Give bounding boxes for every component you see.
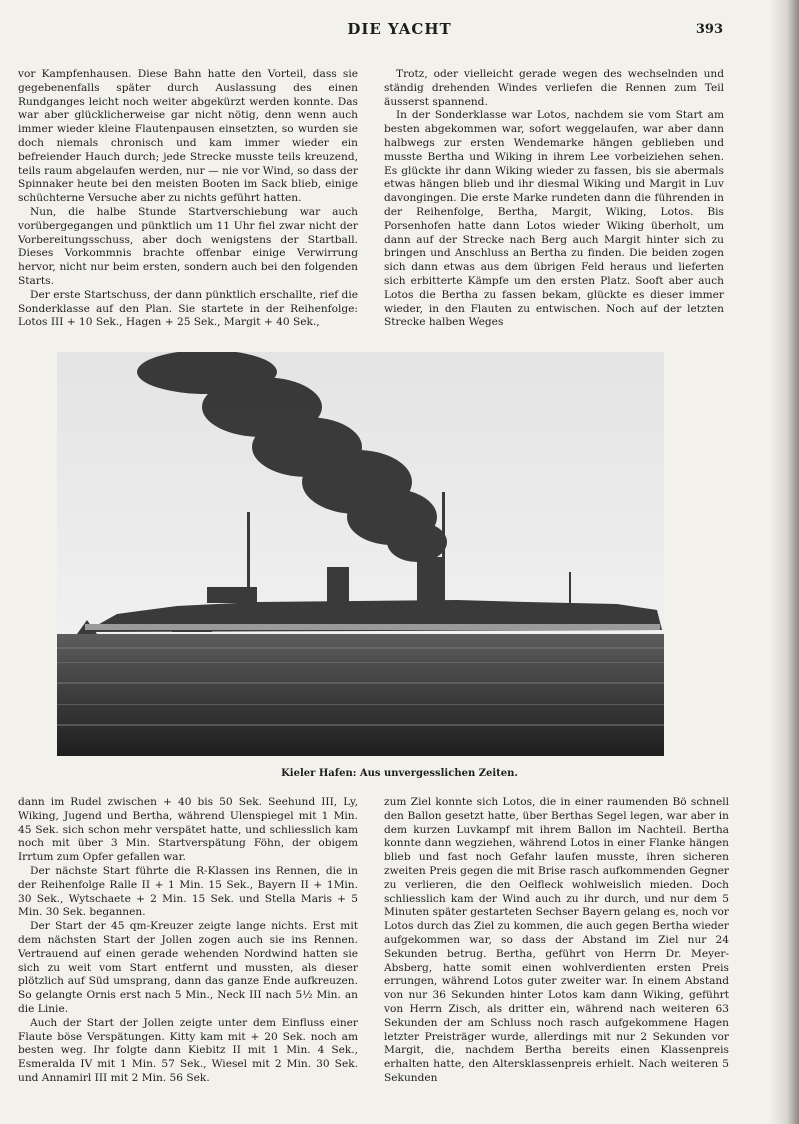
paragraph: Der Start der 45 qm-Kreuzer zeigte lange nichts. Erst mit dem nächsten Start der Jollen zogen auch sie ins Rennen. Vertrauend auf einen gerade wehenden Nordwind hatten sie sich zu weit vom Start entfernt und mussten, als dieser plötzlich auf Süd umsprang, dann das ganze Ende aufkreuzen. So gelangte Ornis erst nach 5 Min., Neck III nach 5½ Min. an die Linie. — [18, 920, 358, 1015]
column-top-right — [384, 68, 724, 344]
paragraph: dann im Rudel zwischen + 40 bis 50 Sek. Seehund III, Ly, Wiking, Jugend und Bertha, während Ulenspiegel mit 1 Min. 45 Sek. sich schon mehr verspätet hatte, und schliesslich kam noch mit über 3 Min. Startverspätung Föhn, der obigem Irrtum zum Opfer gefallen war. — [18, 796, 358, 864]
battleship-photograph — [57, 352, 664, 756]
paragraph: Nun, die halbe Stunde Startverschiebung war auch vorübergegangen und pünktlich um 11 Uhr fiel zwar nicht der Vorbereitungsschuss, aber doch wenigstens der Startball. Dieses Vorkommnis brachte offenbar einige Verwirrung hervor, nicht nur beim ersten, sondern auch bei den folgenden Starts. — [18, 205, 358, 287]
paragraph: zum Ziel konnte sich Lotos, die in einer raumenden Bö schnell den Ballon gesetzt hatte, über Berthas Segel legen, war aber in dem kurzen Luvkampf mit ihrem Ballon im Nachteil. Bertha konnte dann wegziehen, während Lotos in einer Flanke hängen blieb und fast noch Gefahr laufen musste, ihren sicheren zweiten Preis gegen die mit Brise rasch aufkommenden Gegner zu verlieren, die den Oelfleck wohlweislich mieden. Doch schliesslich kam der Wind auch zu ihr durch, und nur dem 5 Minuten später gestarteten Sechser Bayern gelang es, noch vor Lotos durch das Ziel zu kommen, die auch gegen Bertha wieder aufgekommen war, so dass der Abstand im Ziel nur 24 Sekunden betrug. Bertha, geführt von Herrn Dr. Meyer-Absberg, hatte somit einen wohlverdienten ersten Preis errungen, während Lotos guter zweiter war. In einem Abstand von nur 36 Sekunden hinter Lotos kam dann Wiking, geführt von Herrn Zisch, als dritter ein, während nach weiteren 63 Sekunden der am Schluss noch rasch aufgekommene Hagen letzter Preisträger wurde, allerdings mit nur 2 Sekunden vor Margit, die, nachdem Bertha bereits einen Klassenpreis erhalten hatte, den Altersklassenpreis erhielt. Nach weiteren 5 Sekunden — [384, 796, 729, 1084]
paragraph: Der erste Startschuss, der dann pünktlich erschallte, rief die Sonderklasse auf den Plan. Sie startete in der Reihenfolge: Lotos III + 10 Sek., Hagen + 25 Sek., Margit + 40 Sek., — [18, 288, 358, 329]
paragraph: Trotz, oder vielleicht gerade wegen des wechselnden und ständig drehenden Windes verliefen die Rennen zum Teil äusserst spannend. — [384, 68, 724, 108]
paragraph: vor Kampfenhausen. Diese Bahn hatte den Vorteil, dass sie gegebenenfalls später durch Auslassung des einen Rundganges leicht noch weiter abgekürzt werden konnte. Das war aber glücklicherweise gar nicht nötig, denn wenn auch immer wieder kleine Flautenpausen einsetzten, so wurden sie doch niemals chronisch und kam immer wieder ein befreiender Hauch durch; jede Strecke musste teils kreuzend, teils raum abgelaufen werden, nur — nie vor Wind, so dass der Spinnaker heute bei den meisten Booten im Sack blieb, einige schüchterne Versuche aber zu nichts geführt hatten. — [18, 68, 358, 205]
running-header-title: DIE YACHT — [347, 20, 452, 38]
page-binding-shadow — [769, 0, 799, 1124]
paragraph: In der Sonderklasse war Lotos, nachdem sie vom Start am besten abgekommen war, sofort weggelaufen, war aber dann halbwegs zur ersten Wendemarke hängen geblieben und musste Bertha und Wiking in ihrem Lee vorbeiziehen sehen. Es glückte ihr dann Wiking wieder zu fassen, bis sie abermals etwas hängen blieb und ihr diesmal Wiking und Margit in Luv davongingen. Die erste Marke rundeten dann die führenden in der Reihenfolge, Bertha, Margit, Wiking, Lotos. Bis Porsenhofen hatte dann Lotos wieder Wiking überholt, um dann auf der Strecke nach Berg auch Margit hinter sich zu bringen und Anschluss an Bertha zu finden. Die beiden zogen sich dann etwas aus dem übrigen Feld heraus und lieferten sich erbitterte Kämpfe um den ersten Platz. Sooft aber auch Lotos die Bertha zu fassen bekam, glückte es dieser immer wieder, in den Flauten zu entwischen. Noch auf der letzten Strecke halben Weges — [384, 109, 724, 329]
paragraph: Der nächste Start führte die R-Klassen ins Rennen, die in der Reihenfolge Ralle II + 1 Min. 15 Sek., Bayern II + 1Min. 30 Sek., Wytschaete + 2 Min. 15 Sek. und Stella Maris + 5 Min. 30 Sek. begannen. — [18, 864, 358, 919]
column-bottom-left — [18, 796, 358, 1096]
photo-illustration — [57, 352, 664, 756]
column-top-left — [18, 68, 358, 344]
paragraph: Auch der Start der Jollen zeigte unter dem Einfluss einer Flaute böse Verspätungen. Kitty kam mit + 20 Sek. noch am besten weg. Ihr folgte dann Kiebitz II mit 1 Min. 4 Sek., Esmeralda IV mit 1 Min. 57 Sek., Wiesel mit 2 Min. 30 Sek. und Annamirl III mit 2 Min. 56 Sek. — [18, 1016, 358, 1084]
figure-caption: Kieler Hafen: Aus unvergesslichen Zeiten. — [281, 768, 518, 779]
column-bottom-right — [384, 796, 729, 1096]
page-number: 393 — [695, 22, 723, 37]
